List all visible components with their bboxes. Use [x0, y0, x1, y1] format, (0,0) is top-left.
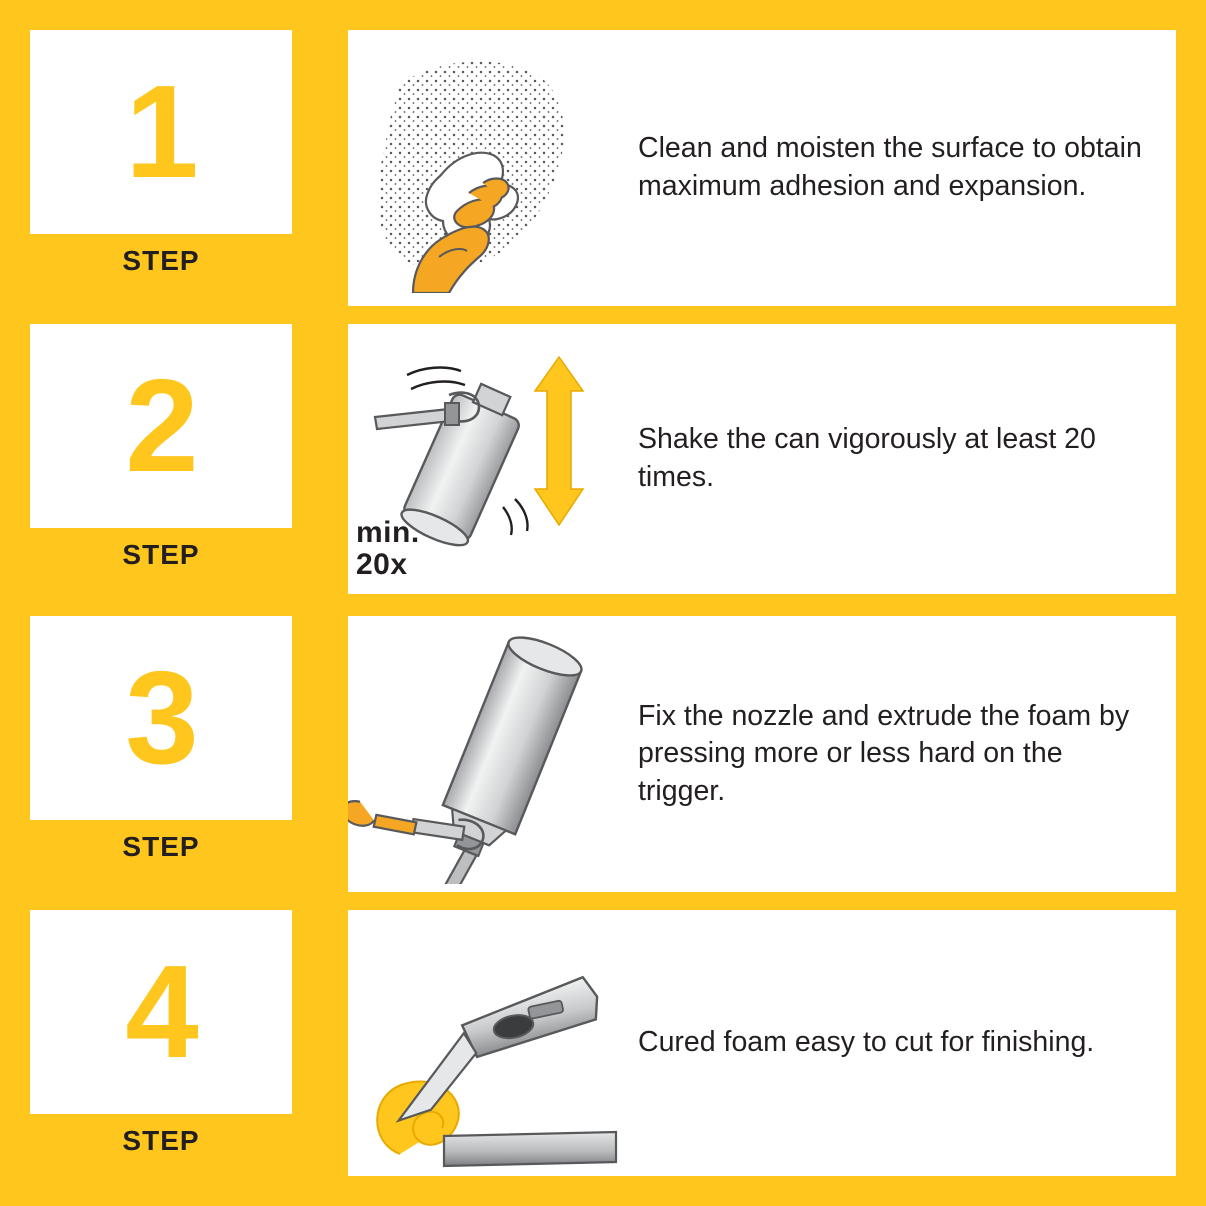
- step-label-3: STEP: [30, 820, 292, 874]
- foam-gun-extruding-icon: [348, 624, 638, 884]
- step-instruction-4: Cured foam easy to cut for finishing.: [638, 1026, 1095, 1059]
- step-number-box-1: [30, 30, 292, 234]
- step-illustration-3: [348, 616, 638, 892]
- step-card-3: [30, 616, 292, 874]
- step-instruction-1: Clean and moisten the surface to obtain maximum adhesion and expansion.: [638, 132, 1142, 202]
- utility-knife-cutting-foam-icon: [348, 918, 638, 1168]
- step-card-2: [30, 324, 292, 582]
- step-number-1: 1: [125, 58, 197, 205]
- step-card-4: [30, 910, 292, 1168]
- step-number-3: 3: [125, 644, 197, 791]
- shake-count-line2: 20x: [356, 547, 408, 581]
- step-panel-2: [348, 324, 1176, 594]
- step-panel-1: [348, 30, 1176, 306]
- step-number-box-3: [30, 616, 292, 820]
- shake-count-line1: min.: [356, 516, 420, 549]
- shake-count-overlay: [356, 517, 420, 580]
- step-illustration-2: [348, 324, 638, 594]
- step-label-1: STEP: [30, 234, 292, 288]
- step-number-2: 2: [125, 352, 197, 499]
- step-panel-3: [348, 616, 1176, 892]
- step-card-1: [30, 30, 292, 288]
- step-number-box-2: [30, 324, 292, 528]
- step-instruction-2: Shake the can vigorously at least 20 times.: [638, 423, 1096, 493]
- step-panel-4: [348, 910, 1176, 1176]
- step-instruction-3: Fix the nozzle and extrude the foam by pressing more or less hard on the trigger.: [638, 699, 1130, 807]
- step-label-4: STEP: [30, 1114, 292, 1168]
- step-number-4: 4: [125, 938, 197, 1085]
- step-number-box-4: [30, 910, 292, 1114]
- step-illustration-4: [348, 910, 638, 1176]
- gloved-hand-wiping-wall-icon: [353, 43, 633, 293]
- step-label-2: STEP: [30, 528, 292, 582]
- step-illustration-1: [348, 30, 638, 306]
